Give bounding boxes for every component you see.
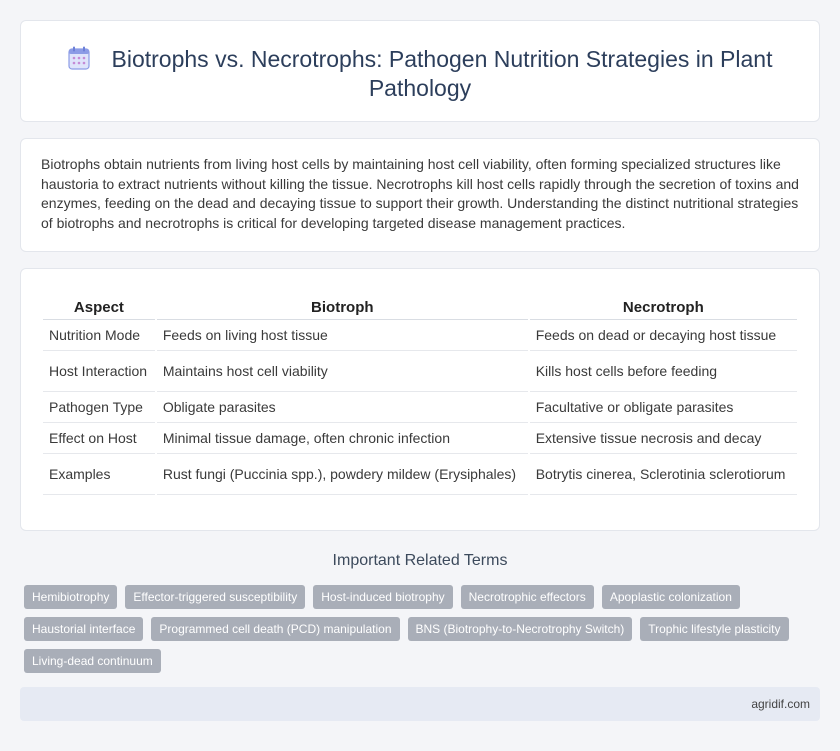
table-row [43,351,797,392]
related-terms-title: Important Related Terms [332,552,508,569]
cell-biotroph: Minimal tissue damage, often chronic infection [157,423,528,454]
page-title [51,45,789,103]
related-term-tag[interactable]: Apoplastic colonization [602,585,740,609]
cell-necrotroph: Feeds on dead or decaying host tissue [530,320,797,351]
cell-necrotroph: Botrytis cinerea, Sclerotinia sclerotiorum [530,454,797,495]
page-title-text: Biotrophs vs. Necrotrophs: Pathogen Nutrition Strategies in Plant Pathology [111,46,773,101]
related-term-tag[interactable]: Effector-triggered susceptibility [125,585,305,609]
cell-biotroph: Feeds on living host tissue [157,320,528,351]
comparison-card [20,268,820,531]
table-row [43,423,797,454]
related-term-tag[interactable]: Haustorial interface [24,617,143,641]
related-term-tag[interactable]: Programmed cell death (PCD) manipulation [151,617,399,641]
cell-aspect: Nutrition Mode [43,320,155,351]
related-terms-list [24,585,814,673]
footer-bar [20,687,820,721]
intro-paragraph: Biotrophs obtain nutrients from living host cells by maintaining host cell viability, often forming specialized structures like haustoria to extract nutrients without killing the tissue. Necrotrophs kill host cells rapidly through the secretion of toxins and enzymes, feeding on the dead and decaying tissue to support their growth. Understanding the distinct nutritional strategies of biotrophs and necrotrophs is critical for developing targeted disease management practices. [41,156,799,231]
title-wrap [51,45,789,103]
cell-aspect: Pathogen Type [43,392,155,423]
cell-aspect: Host Interaction [43,351,155,392]
cell-biotroph: Maintains host cell viability [157,351,528,392]
table-row [43,454,797,495]
footer-site-link[interactable]: agridif.com [751,697,810,711]
cell-necrotroph: Extensive tissue necrosis and decay [530,423,797,454]
related-term-tag[interactable]: Living-dead continuum [24,649,161,673]
comparison-table [41,293,799,495]
cell-necrotroph: Kills host cells before feeding [530,351,797,392]
cell-biotroph: Rust fungi (Puccinia spp.), powdery mildew (Erysiphales) [157,454,528,495]
related-term-tag[interactable]: Host-induced biotrophy [313,585,452,609]
related-term-tag[interactable]: Necrotrophic effectors [461,585,594,609]
table-row [43,392,797,423]
header-aspect: Aspect [43,293,155,320]
table-header-row [43,293,797,320]
header-biotroph: Biotroph [157,293,528,320]
cell-aspect: Examples [43,454,155,495]
intro-card [20,138,820,252]
header-necrotroph: Necrotroph [530,293,797,320]
calendar-icon [68,46,90,70]
related-term-tag[interactable]: Hemibiotrophy [24,585,117,609]
cell-biotroph: Obligate parasites [157,392,528,423]
table-row [43,320,797,351]
header-card [20,20,820,122]
cell-necrotroph: Facultative or obligate parasites [530,392,797,423]
related-term-tag[interactable]: BNS (Biotrophy-to-Necrotrophy Switch) [408,617,633,641]
cell-aspect: Effect on Host [43,423,155,454]
related-term-tag[interactable]: Trophic lifestyle plasticity [640,617,788,641]
